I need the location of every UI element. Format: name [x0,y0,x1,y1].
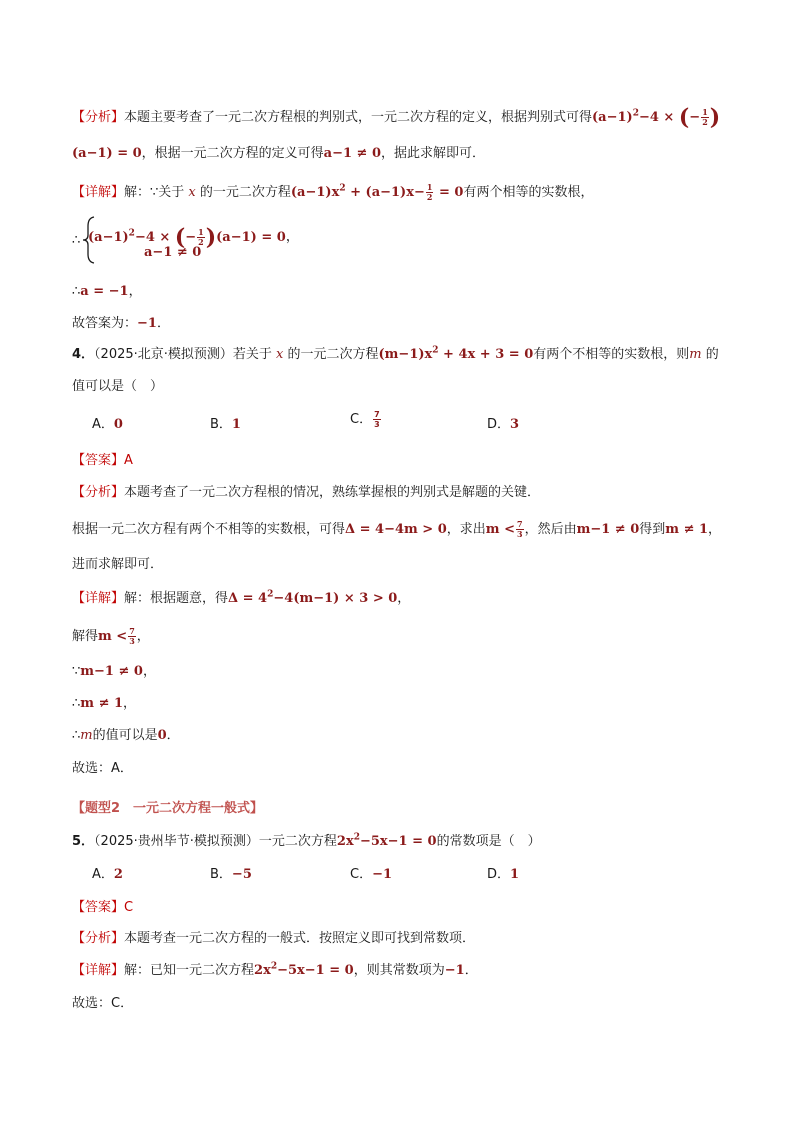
q3-detail-line: 【详解】解：∵关于 x 的一元二次方程$(a-1)x^2 + (a-1)x-$ $\frac{1}{2}$ = 0有两个相等的实数根， [72,182,594,202]
q4-analysis-line3: 进而求解即可． [72,557,164,572]
q5-option-a[interactable]: A．2 [92,867,123,882]
q5-option-d[interactable]: D．1 [487,867,520,882]
q4-analysis: 【分析】本题考查了一元二次方程根的情况，熟练掌握根的判别式是解题的关键． [72,485,541,500]
q3-result: ∴a = −1， [72,284,142,299]
q4-stem-line1: 4．（2025·北京·模拟预测）若关于 x 的一元二次方程$(m-1)x^2 + 4x + 3 = 0$有两个不相等的实数根，则m 的 [72,345,719,362]
q4-option-d[interactable]: D．3 [487,417,520,432]
q3-equation: $(a-1)x^2 + (a-1)x-$ $\frac{1}{2}$ = 0 [290,182,464,202]
q4-equation: $(m-1)x^2 + 4x + 3 = 0$ [378,345,534,362]
q4-analysis-line2: 根据一元二次方程有两个不相等的实数根，可得Δ = 4−4m > 0，求出m < $\frac{7}{3}$ ，然后由m−1 ≠ 0得到m ≠ 1， [72,519,722,539]
q5-final: 故选：C． [72,996,134,1011]
q3-analysis-line1: 【分析】本题主要考查了一元二次方程根的判别式，一元二次方程的定义，根据判别式可得$(a-1)^2-4$ × (− $\frac{1}{2}$ ) [72,104,721,131]
q4-detail: 【详解】解：根据题意，得$\Delta = 4^2-4(m-1) \times 3 > 0$， [72,589,411,606]
q5-detail: 【详解】解：已知一元二次方程$2x^2-5x-1 = 0$，则其常数项为−1． [72,961,478,978]
q3-final-answer: 故答案为：−1． [72,316,170,331]
q4-answer: 【答案】A [72,453,133,468]
q4-stem-line2: 值可以是（ ） [72,379,164,394]
q4-so2: ∴m的值可以是0． [72,728,180,743]
q5-option-b[interactable]: B．−5 [210,867,252,882]
q4-option-c[interactable]: C． $\frac{7}{3}$ [350,410,380,429]
q4-option-b[interactable]: B．1 [210,417,241,432]
q4-because: ∵m−1 ≠ 0， [72,664,156,679]
q5-analysis: 【分析】本题考查一元二次方程的一般式．按照定义即可找到常数项． [72,931,476,946]
q5-option-c[interactable]: C．−1 [350,867,393,882]
q5-stem: 5．（2025·贵州毕节·模拟预测）一元二次方程$2x^2-5x-1 = 0$的常数项是（ ） [72,832,541,849]
answer-tag: 【答案】 [72,453,125,468]
q4-option-a[interactable]: A．0 [92,417,123,432]
q3-analysis-line2: (a−1) = 0，根据一元二次方程的定义可得a−1 ≠ 0，据此求解即可． [72,146,486,161]
system-line2: a−1 ≠ 0 [144,245,202,260]
q4-solve: 解得m < $\frac{7}{3}$ ， [72,626,150,646]
q3-analysis-eq1: $(a-1)^2-4$ × (− $\frac{1}{2}$ ) [592,104,721,131]
system-line1: $(a-1)^2-4$ × (− $\frac{1}{2}$ )(a−1) = 0， [88,224,299,250]
analysis-tag: 【分析】 [72,110,125,125]
detail-tag: 【详解】 [72,185,125,200]
q4-final: 故选：A． [72,761,133,776]
q5-equation: $2x^2-5x-1 = 0$ [336,832,437,849]
therefore-symbol: ∴ [72,233,81,248]
q4-so1: ∴m ≠ 1， [72,696,137,711]
q4-number: 4． [72,347,95,362]
q5-answer: 【答案】C [72,900,134,915]
q5-number: 5． [72,834,95,849]
section-heading: 【题型2 一元二次方程一般式】 [72,801,264,816]
